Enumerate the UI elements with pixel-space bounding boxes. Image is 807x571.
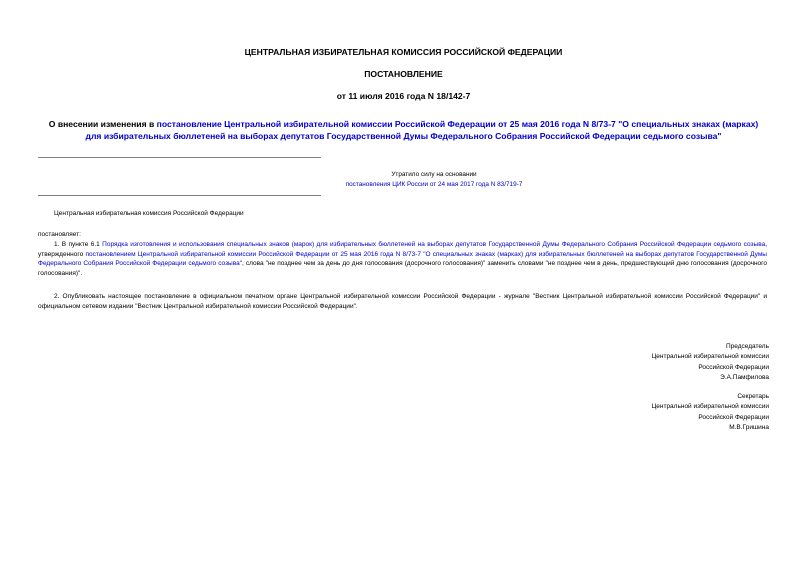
- resolves-line: постановляет:: [38, 231, 81, 238]
- title-prefix: О внесении изменения в: [48, 119, 157, 129]
- organization-heading: ЦЕНТРАЛЬНАЯ ИЗБИРАТЕЛЬНАЯ КОМИССИЯ РОССИЙСКОЙ ФЕДЕРАЦИИ: [244, 47, 563, 57]
- signature-org-line: Центральной избирательной комиссии: [651, 403, 769, 411]
- document-date-heading: от 11 июля 2016 года N 18/142-7: [336, 91, 471, 101]
- item1-suffix: , слова "не позднее чем за день до дня голосования (досрочного голосования)" заменить словами "не позднее чем в день, предшествующий дню голосования (досрочного голосования)".: [38, 260, 768, 277]
- document-type-heading: ПОСТАНОВЛЕНИЕ: [364, 69, 443, 79]
- status-note-repeal-link[interactable]: постановления ЦИК России от 24 мая 2017 года N 83/719-7: [345, 181, 523, 188]
- paragraph-item-1: [38, 240, 767, 278]
- item1-prefix: 1. В пункте 6.1: [54, 241, 103, 248]
- signature-org-line: Российской Федерации: [698, 413, 769, 421]
- item1-mid: , утвержденного: [38, 241, 768, 258]
- signature-org-line: Российской Федерации: [698, 363, 769, 371]
- status-note: [276, 170, 592, 190]
- document-title: [40, 118, 767, 142]
- signature-secretary: [651, 392, 769, 434]
- signature-role: Председатель: [725, 343, 769, 350]
- signature-name: М.В.Гришина: [729, 424, 769, 432]
- issuer-line: Центральная избирательная комиссия Российской Федерации: [54, 210, 244, 217]
- signature-chairman: [651, 342, 769, 384]
- separator-rule-bottom: [38, 195, 321, 196]
- signature-name: Э.А.Памфилова: [720, 374, 769, 382]
- signature-role: Секретарь: [737, 393, 769, 400]
- separator-rule-top: [38, 157, 321, 158]
- status-note-text: Утратило силу на основании: [391, 171, 477, 178]
- item1-procedure-link[interactable]: Порядка изготовления и использования специальных знаков (марок) для избирательных бюллетеней на выборах депутатов Государственной Думы Федерального Собрания Российской Федерации седьмого созыва: [102, 241, 766, 248]
- paragraph-item-2: 2. Опубликовать настоящее постановление в официальном печатном органе Центральной избирательной комиссии Российской Федерации - журнале "Вестник Центральной избирательной комиссии Российской Федерации" и официальном сетевом издании "Вестник Центральной избирательной комиссии Российской Федерации".: [38, 293, 767, 310]
- title-amended-resolution-link[interactable]: постановление Центральной избирательной комиссии Российской Федерации от 25 мая 2016 года N 8/73-7 "О специальных знаках (марках) для избирательных бюллетеней на выборах депутатов Государственной Думы Федерального Собрания Российской Федерации седьмого созыва": [85, 119, 759, 141]
- signature-org-line: Центральной избирательной комиссии: [651, 353, 769, 361]
- item1-resolution-link[interactable]: постановлением Центральной избирательной комиссии Российской Федерации от 25 мая 2016 года N 8/73-7 "О специальных знаках (марках) для избирательных бюллетеней на выборах депутатов Государственной Думы Федерального Собрания Российской Федерации седьмого созыва": [38, 250, 767, 268]
